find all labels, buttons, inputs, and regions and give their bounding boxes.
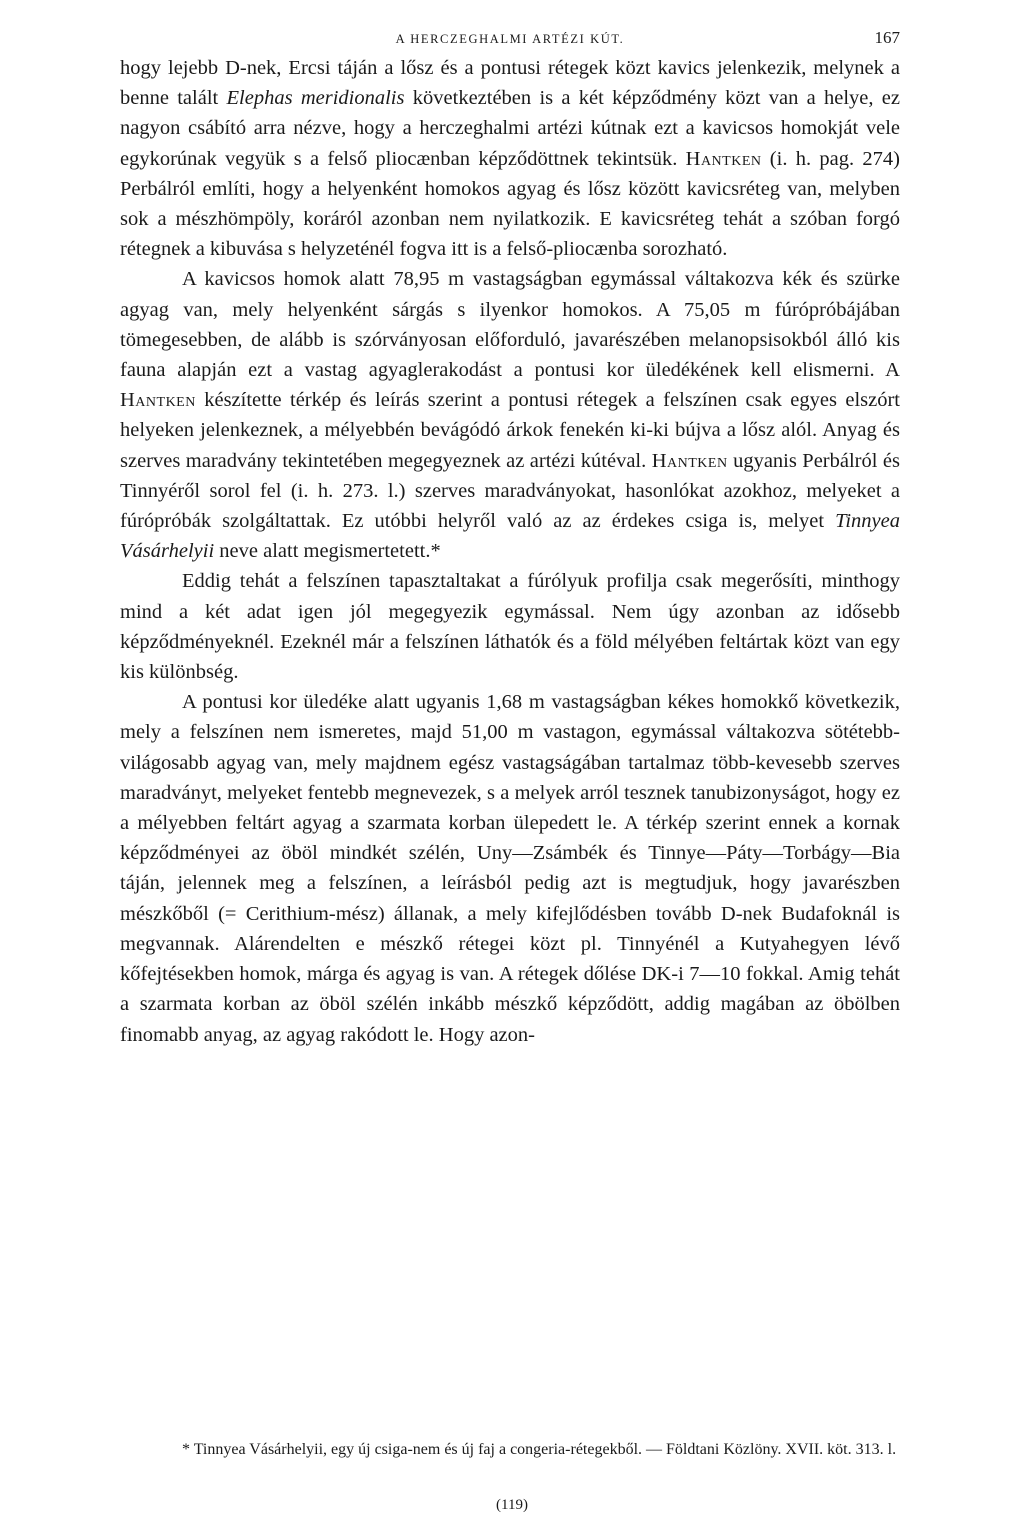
- paragraph-1-text: (i. h. pag. 274) Perbálról említi, hogy a helyenként homokos agyag és lősz között kavicsréteg van, melyben sok a mészhömpöly, koráról azonban nem nyilatkozik. E kavicsréteg tehát a szóban forgó rétegnek a kibuvása s helyzeténél fogva itt is a felső-pliocænba sorozható.: [120, 147, 900, 261]
- body-text: [120, 53, 900, 1050]
- author-name-hantken: Hantken: [685, 147, 762, 170]
- running-title: A HERCZEGHALMI ARTÉZI KÚT.: [395, 32, 625, 46]
- author-name-hantken: Hantken: [651, 449, 728, 472]
- paragraph-1-text: következtében is a két képződmény közt van a helye, ez nagyon csábító arra nézve, hogy a herczeghalmi artézi kútnak ezt a kavicsos homokját vele egykorúnak vegyük s a felső pliocænban képződöttnek tekintsük.: [120, 87, 900, 170]
- paragraph-4: A pontusi kor üledéke alatt ugyanis 1,68 m vastagságban kékes homokkő következik, mely a felszínen nem ismeretes, majd 51,00 m vastagon, egymással váltakozva sötétebb-világosabb agyag van, mely majdnem egész vastagságában tartalmaz több-kevesebb szerves maradványt, melyeket fentebb megnevezek, s a melyek arról tesznek tanubizonyságot, hogy ez a mélyebben feltárt agyag a szarmata korban ülepedett le. A térkép szerint ennek a kornak képződményei az öböl mindkét szélén, Uny—Zsámbék és Tinnye—Páty—Torbágy—Bia táján, jelennek meg a felszínen, a leírásból pedig azt is megtudjuk, hogy javarészben mészkőből (= Cerithium-mész) állanak, a mely kifejlődésben tovább D-nek Budafoknál is megvannak. Alárendelten e mészkő rétegei közt pl. Tinnyénél a Kutyahegyen lévő kőfejtésekben homok, márga és agyag is van. A rétegek dőlése DK-i 7—10 fokkal. Amig tehát a szarmata korban az öböl szélén inkább mészkő képződött, addig magában az öbölben finomabb anyag, az agyag rakódott le. Hogy azon-: [120, 691, 900, 1046]
- paragraph-1-text: hogy lejebb D-nek, Ercsi táján a lősz és a pontusi rétegek közt kavics jelenkezik, melynek a benne talált: [120, 57, 900, 110]
- footnote: [120, 1438, 900, 1462]
- paragraph-2-text: neve alatt megismertetett.*: [214, 540, 441, 563]
- paragraph-2: [120, 264, 900, 566]
- paragraph-1: [120, 53, 900, 264]
- paragraph-2-text: ugyanis Perbálról és Tinnyéről sorol fel (i. h. 273. l.) szerves maradványokat, hasonlókat azokhoz, melyeket a fúrópróbák szolgáltattak. Ez utóbbi helyről való az az érdekes csiga is, melyet: [120, 449, 900, 533]
- species-name-tinnyea: Tinnyea Vásárhelyii: [120, 510, 900, 563]
- species-name-elephas: Elephas meridionalis: [226, 87, 405, 110]
- footnote-text: * Tinnyea Vásárhelyii, egy új csiga-nem és új faj a congeria-rétegekből. — Földtani Közlöny. XVII. köt. 313. l.: [182, 1441, 897, 1458]
- paragraph-2-text: készítette térkép és leírás szerint a pontusi rétegek a felszínen csak egyes elszórt helyeken jelenkeznek, a mélyebbén bevágódó árkok fenekén ki-ki bújva a lősz alól. Anyag és szerves maradvány tekintetében megegyeznek az artézi kútéval.: [120, 389, 900, 472]
- running-head: [120, 28, 900, 50]
- paragraph-2-text: A kavicsos homok alatt 78,95 m vastagságban egymással váltakozva kék és szürke agyag van, mely helyenként sárgás s ilyenkor homokos. A 75,05 m fúrópróbájában tömegesebben, de alább is szórványosan előforduló, javarészében melanopsisokból álló kis fauna alapján ezt a vastag agyaglerakodást a pontusi kor üledékének kell elismerni. A: [120, 268, 900, 382]
- author-name-hantken: Hantken: [120, 389, 196, 412]
- paragraph-3: Eddig tehát a felszínen tapasztaltakat a fúrólyuk profilja csak megerősíti, minthogy mind a két adat igen jól megegyezik egymással. Nem úgy azonban az idősebb képződményeknél. Ezeknél már a felszínen láthatók és a föld mélyében feltártak közt van egy kis különbség.: [120, 570, 900, 684]
- signature-mark: (119): [496, 1497, 528, 1513]
- page-number: 167: [874, 28, 900, 47]
